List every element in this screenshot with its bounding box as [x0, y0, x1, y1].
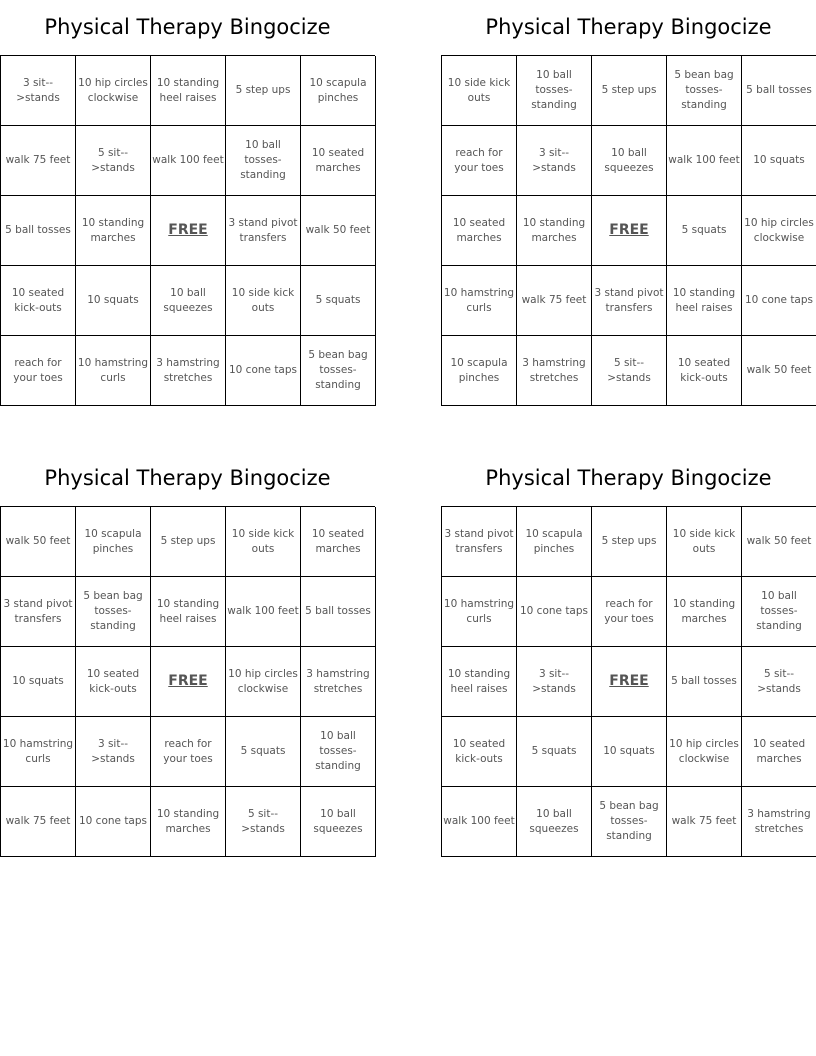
bingo-cell: walk 50 feet [1, 507, 76, 577]
bingo-cell: 10 ball tosses-standing [742, 577, 816, 647]
bingo-cell: 10 cone taps [76, 787, 151, 857]
bingo-cell: 10 hamstring curls [442, 577, 517, 647]
bingo-cell: 10 ball squeezes [301, 787, 376, 857]
bingo-cell: 5 bean bag tosses-standing [667, 56, 742, 126]
bingo-cell: 3 stand pivot transfers [592, 266, 667, 336]
bingo-cell: 10 hamstring curls [1, 717, 76, 787]
bingo-cell: 3 sit-->stands [517, 647, 592, 717]
bingo-cell: 3 hamstring stretches [517, 336, 592, 406]
bingo-cell: 10 squats [1, 647, 76, 717]
card-title: Physical Therapy Bingocize [485, 15, 772, 39]
bingo-cell: 5 squats [517, 717, 592, 787]
bingo-cell: walk 75 feet [667, 787, 742, 857]
bingo-cell: 5 ball tosses [742, 56, 816, 126]
bingo-cell: 10 hamstring curls [442, 266, 517, 336]
bingo-cell: 10 standing marches [517, 196, 592, 266]
bingo-grid [0, 506, 375, 857]
card-title: Physical Therapy Bingocize [44, 15, 331, 39]
bingo-cell: 10 seated kick-outs [442, 717, 517, 787]
card-title: Physical Therapy Bingocize [44, 466, 331, 490]
bingo-cell: 10 squats [76, 266, 151, 336]
bingo-cell: walk 100 feet [226, 577, 301, 647]
bingo-cell: 10 ball tosses-standing [517, 56, 592, 126]
bingo-cell: 10 seated kick-outs [667, 336, 742, 406]
bingo-cell: 10 standing marches [667, 577, 742, 647]
free-space: FREE [151, 647, 226, 717]
bingo-cell: 10 hip circles clockwise [76, 56, 151, 126]
bingo-cell: 10 hip circles clockwise [226, 647, 301, 717]
bingo-cell: 3 sit-->stands [517, 126, 592, 196]
bingo-cell: 5 bean bag tosses-standing [592, 787, 667, 857]
bingo-cell: 10 cone taps [517, 577, 592, 647]
bingo-cell: 10 scapula pinches [76, 507, 151, 577]
bingo-cell: walk 50 feet [742, 507, 816, 577]
bingo-cell: 3 stand pivot transfers [1, 577, 76, 647]
bingo-cell: 10 standing heel raises [151, 56, 226, 126]
bingo-cell: 10 hip circles clockwise [742, 196, 816, 266]
bingo-cell: 10 hamstring curls [76, 336, 151, 406]
bingo-cell: 10 side kick outs [667, 507, 742, 577]
bingo-cell: 5 squats [301, 266, 376, 336]
free-space: FREE [592, 647, 667, 717]
bingo-card-3 [0, 451, 375, 857]
bingo-cell: 10 ball squeezes [151, 266, 226, 336]
free-space: FREE [151, 196, 226, 266]
bingo-card-1 [0, 0, 375, 406]
bingo-grid [441, 506, 816, 857]
bingo-cell: 5 sit-->stands [226, 787, 301, 857]
bingo-cell: 5 step ups [226, 56, 301, 126]
bingo-cell: 5 step ups [151, 507, 226, 577]
bingo-cell: 10 standing heel raises [667, 266, 742, 336]
bingo-cell: 10 standing heel raises [442, 647, 517, 717]
bingo-cell: 10 ball squeezes [517, 787, 592, 857]
bingo-cell: walk 100 feet [442, 787, 517, 857]
bingo-cell: 10 side kick outs [226, 507, 301, 577]
bingo-cell: 10 seated marches [742, 717, 816, 787]
bingo-cell: 5 sit-->stands [742, 647, 816, 717]
bingo-cell: 10 scapula pinches [442, 336, 517, 406]
bingo-cell: 10 ball squeezes [592, 126, 667, 196]
bingo-card-4 [441, 451, 816, 857]
bingo-cell: 10 squats [742, 126, 816, 196]
bingo-cell: 10 ball tosses-standing [301, 717, 376, 787]
bingo-cell: 10 ball tosses-standing [226, 126, 301, 196]
card-title: Physical Therapy Bingocize [485, 466, 772, 490]
bingo-cell: 10 standing heel raises [151, 577, 226, 647]
bingo-cell: 5 squats [667, 196, 742, 266]
bingo-cell: reach for your toes [151, 717, 226, 787]
bingo-cell: 10 seated marches [442, 196, 517, 266]
free-space: FREE [592, 196, 667, 266]
bingo-cell: walk 75 feet [517, 266, 592, 336]
bingo-cell: 5 step ups [592, 56, 667, 126]
bingo-cell: 10 standing marches [151, 787, 226, 857]
bingo-cell: 10 seated marches [301, 126, 376, 196]
bingo-cell: 5 squats [226, 717, 301, 787]
bingo-cell: reach for your toes [1, 336, 76, 406]
bingo-card-2 [441, 0, 816, 406]
bingo-cell: 5 bean bag tosses-standing [301, 336, 376, 406]
bingo-cell: 5 ball tosses [1, 196, 76, 266]
bingo-cell: 10 cone taps [226, 336, 301, 406]
bingo-cell: 3 hamstring stretches [151, 336, 226, 406]
bingo-cell: 5 ball tosses [301, 577, 376, 647]
bingo-cell: 3 sit-->stands [76, 717, 151, 787]
bingo-cell: 3 hamstring stretches [742, 787, 816, 857]
bingo-cell: reach for your toes [442, 126, 517, 196]
bingo-cell: 5 sit-->stands [76, 126, 151, 196]
bingo-cell: 10 seated marches [301, 507, 376, 577]
bingo-cell: walk 50 feet [742, 336, 816, 406]
bingo-grid [441, 55, 816, 406]
bingo-cell: 3 stand pivot transfers [226, 196, 301, 266]
bingo-cell: 5 bean bag tosses-standing [76, 577, 151, 647]
bingo-cell: 5 ball tosses [667, 647, 742, 717]
bingo-cell: 10 side kick outs [226, 266, 301, 336]
bingo-cell: walk 50 feet [301, 196, 376, 266]
bingo-cell: 5 sit-->stands [592, 336, 667, 406]
bingo-cell: 10 scapula pinches [517, 507, 592, 577]
bingo-cell: 10 standing marches [76, 196, 151, 266]
bingo-cell: walk 100 feet [151, 126, 226, 196]
bingo-cell: 10 cone taps [742, 266, 816, 336]
bingo-cell: 10 seated kick-outs [1, 266, 76, 336]
bingo-cell: 10 squats [592, 717, 667, 787]
bingo-cell: 5 step ups [592, 507, 667, 577]
bingo-cell: 3 sit-->stands [1, 56, 76, 126]
bingo-cell: walk 75 feet [1, 787, 76, 857]
bingo-cell: reach for your toes [592, 577, 667, 647]
bingo-cell: walk 100 feet [667, 126, 742, 196]
bingo-grid [0, 55, 375, 406]
bingo-cell: 10 hip circles clockwise [667, 717, 742, 787]
bingo-cell: walk 75 feet [1, 126, 76, 196]
bingo-cell: 10 side kick outs [442, 56, 517, 126]
bingo-cell: 3 stand pivot transfers [442, 507, 517, 577]
bingo-cell: 10 seated kick-outs [76, 647, 151, 717]
bingo-cell: 3 hamstring stretches [301, 647, 376, 717]
bingo-cell: 10 scapula pinches [301, 56, 376, 126]
